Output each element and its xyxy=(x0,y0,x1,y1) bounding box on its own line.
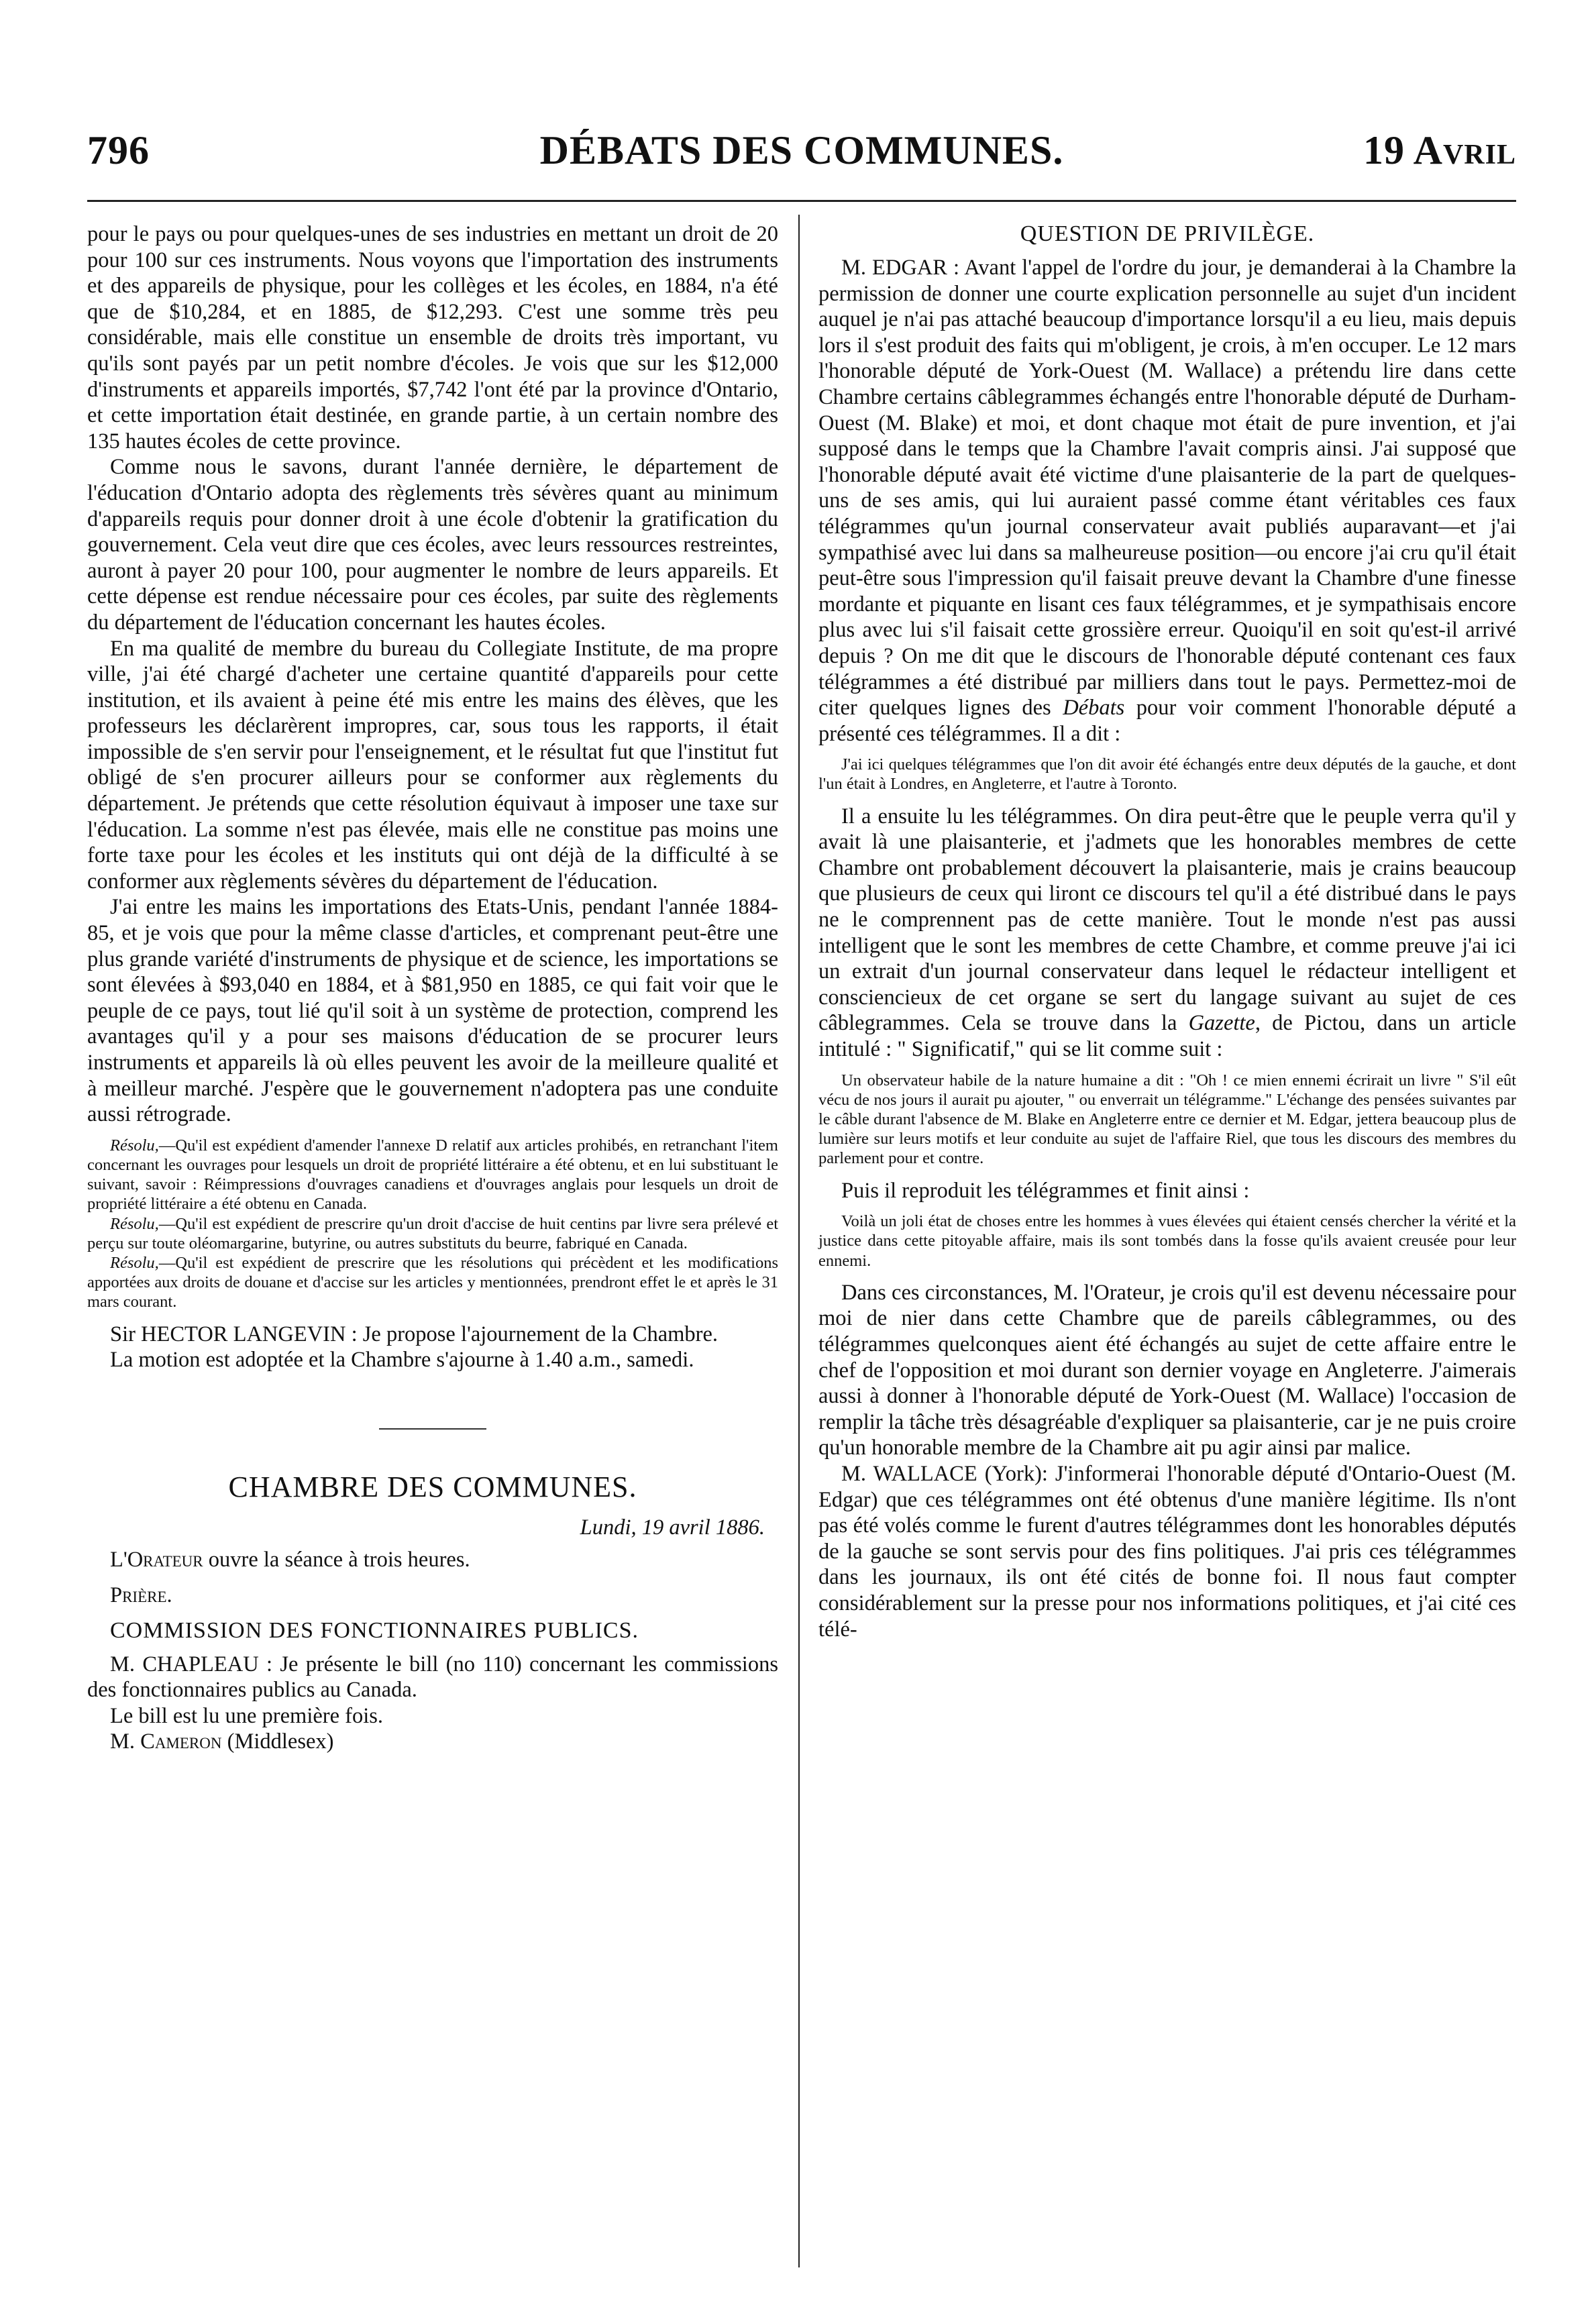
sitting-date: Lundi, 19 avril 1886. xyxy=(580,1515,765,1540)
speech-text: pour voir comment l'honorable député a présenté ces télégrammes. Il a dit : xyxy=(818,696,1516,746)
paragraph: En ma qualité de membre du bureau du Collegiate Institute, de ma propre ville, j'ai été chargé d'acheter une certaine quantité d'appareils pour cette institution, et ils avaient à peine été mis entre les mains des élèves, que les professeurs les déclarèrent impropres, car, sous tous les rapports, il était impossible de s'en servir pour l'enseignement, et le résultat fut que l'institut fut obligé de s'en procurer ailleurs pour se conformer aux règlements du département. Je prétends que cette résolution équivaut à imposer une taxe sur l'éducation. La somme n'est pas élevée, mais elle ne constitue pas moins une forte taxe pour les écoles et les instituts qui ont déjà de la difficulté à se conformer aux règlements sévères du département de l'éducation. xyxy=(87,636,778,894)
paragraph: J'ai entre les mains les importations des Etats-Unis, pendant l'année 1884-85, et je vois que pour la même classe d'articles, et comprenant peut-être une plus grande variété d'instruments de physique et de science, les importations se sont élevées à $93,040 en 1884, et à $81,950 en 1885, ce qui fait voir que le peuple de ce pays, tout lié qu'il soit à un système de protection, comprend les avantages qu'il y a pour ses maisons d'éducation de se procurer leurs instruments et appareils là où elles peuvent les avoir de la meilleure qualité et à meilleur marché. J'espère que le gouvernement n'adoptera pas une conduite aussi rétrograde. xyxy=(87,895,778,1127)
speech-text: Je propose l'ajournement de la Chambre. xyxy=(357,1322,719,1346)
quotation: Un observateur habile de la nature humaine a dit : "Oh ! ce mien ennemi écrirait un livre " S'il eût vécu de nos jours il aurait pu ajouter, " ou enverrait un télégramme." L'échange des pensées suivantes par le câble durant l'absence de M. Blake en Angleterre entre ce dernier et M. Edgar, jettera beaucoup plus de lumière sur leurs motifs et leur conduite au sujet de l'affaire Riel, que tous les discours des membres du parlement pour et contre. xyxy=(818,1071,1516,1168)
quotation: Voilà un joli état de choses entre les hommes à vues élevées qui étaient censés chercher la vérité et la justice dans cette pitoyable affaire, mais ils sont tombés dans la fosse qu'ils avaient creusée pour leur ennemi. xyxy=(818,1212,1516,1270)
speech-text: (Middlesex) xyxy=(221,1729,334,1754)
resolution-label: Résolu, xyxy=(110,1254,159,1272)
section-divider xyxy=(379,1428,486,1430)
speech-text: ouvre la séance à trois heures. xyxy=(203,1548,470,1572)
speech-cameron xyxy=(87,1729,778,1755)
resolution-text: —Qu'il est expédient de prescrire que les résolutions qui précèdent et les modifications apportées aux droits de douane et d'accise sur les articles y mentionnées, prendront effet le et après le 31 mars courant. xyxy=(87,1254,778,1311)
speech-italic: Débats xyxy=(1063,696,1125,720)
commission-heading: COMMISSION DES FONCTIONNAIRES PUBLICS. xyxy=(110,1617,639,1643)
paragraph: Puis il reproduit les télégrammes et finit ainsi : xyxy=(841,1178,1250,1203)
speaker-name: M. EDGAR : xyxy=(841,256,960,280)
resolution-text: —Qu'il est expédient de prescrire qu'un droit d'accise de huit centins par livre sera prélevé et perçu sur toute oléomargarine, butyrine, ou autres substituts du beurre, fabriqué en Canada. xyxy=(87,1214,778,1252)
column-divider xyxy=(798,215,800,2267)
speaker-name: M. WALLACE (York): xyxy=(841,1462,1048,1486)
resolution-label: Résolu, xyxy=(110,1136,159,1155)
resolution-label: Résolu, xyxy=(110,1214,159,1233)
chamber-heading: CHAMBRE DES COMMUNES. xyxy=(228,1470,637,1503)
privilege-heading: QUESTION DE PRIVILÈGE. xyxy=(1020,221,1315,246)
speech-wallace xyxy=(818,1461,1516,1642)
paragraph: La motion est adoptée et la Chambre s'ajourne à 1.40 a.m., samedi. xyxy=(110,1348,694,1373)
paragraph: pour le pays ou pour quelques-unes de ses industries en mettant un droit de 20 pour 100 sur ces instruments. Nous voyons que l'importation des instruments et des appareils de physique, pour les collèges et les écoles, en 1884, n'a été que de $10,284, et en 1885, de $12,293. C'est une somme très peu considérable, mais elle constitue un ensemble de droits très important, vu qu'ils sont payés par un petit nombre d'écoles. Je vois que sur les $12,000 d'instruments et appareils importés, $7,742 l'ont été par la province d'Ontario, et cette importation était destinée, en grande partie, à un certain nombre des 135 hautes écoles de cette province. xyxy=(87,222,778,453)
speaker-name: M. CHAPLEAU : xyxy=(110,1652,273,1676)
speaker-name: M. Cameron xyxy=(110,1729,222,1754)
speech-chapleau xyxy=(87,1652,778,1703)
quotation: J'ai ici quelques télégrammes que l'on dit avoir été échangés entre deux députés de la gauche, et dont l'un était à Londres, en Angleterre, et l'autre à Toronto. xyxy=(818,755,1516,794)
prayers: Prière. xyxy=(110,1583,172,1607)
paragraph: Comme nous le savons, durant l'année dernière, le département de l'éducation d'Ontario adopta des règlements très sévères quant au minimum d'appareils requis pour donner droit à une école d'obtenir la gratification du gouvernement. Cela veut dire que ces écoles, avec leurs ressources restreintes, auront à payer 20 pour 100, pour augmenter le nombre de leurs appareils. Et cette dépense est rendue nécessaire pour ces écoles, par suite des règlements du département de l'éducation concernant les hautes écoles. xyxy=(87,455,778,635)
left-column xyxy=(87,221,778,1755)
resolution-3 xyxy=(87,1253,778,1312)
right-column xyxy=(818,221,1516,1642)
resolution-1 xyxy=(87,1136,778,1214)
running-head xyxy=(87,127,1516,181)
speaker-name: Sir HECTOR LANGEVIN : xyxy=(110,1322,358,1346)
speech-text: J'informerai l'honorable député d'Ontario-Ouest (M. Edgar) que ces télégrammes ont été obtenus d'une manière légitime. Ils n'ont pas été volés comme le furent d'autres télégrammes dont les honorables députés de la gauche se sont servis pour des fins politiques. J'ai pris ces télégrammes dans les journaux, ils ont été cités de bonne foi. Il nous faut compter considérablement sur la presse pour nos informations politiques, et j'ai cité ces télé- xyxy=(818,1462,1516,1642)
page-title: DÉBATS DES COMMUNES. xyxy=(539,128,1064,172)
paragraph: Dans ces circonstances, M. l'Orateur, je crois qu'il est devenu nécessaire pour moi de nier dans cette Chambre que de pareils câblegrammes, ou des télégrammes quelconques aient été échangés au sujet de cette affaire entre le chef de l'opposition et moi durant son dernier voyage en Angleterre. J'aimerais aussi à donner à l'honorable député de York-Ouest (M. Wallace) l'occasion de remplir la tâche très désagréable d'expliquer sa plaisanterie, car je ne puis croire qu'un honorable membre de la Chambre ait pu agir ainsi par malice. xyxy=(818,1280,1516,1460)
header-rule xyxy=(87,200,1516,202)
speech-langevin xyxy=(87,1322,778,1348)
speech-text: , de Pictou, dans un article intitulé : " Significatif," qui se lit comme suit : xyxy=(818,1011,1516,1062)
resolution-2 xyxy=(87,1214,778,1253)
speech-text: Il a ensuite lu les télégrammes. On dira peut-être que le peuple verra qu'il y avait là une plaisanterie, et j'admets que les honorables membres de cette Chambre ont probablement découvert la plaisanterie, mais je crains beaucoup que plusieurs de ceux qui liront ce discours tel qu'il a été distribué dans le pays ne le comprennent pas de cette manière. Tout le monde n'est pas aussi intelligent que le sont les membres de cette Chambre, et comme preuve j'ai ici un extrait d'un journal conservateur dans lequel le rédacteur intelligent et consciencieux de cet organe se sert du langage suivant au sujet de ces câblegrammes. Cela se trouve dans la xyxy=(818,804,1516,1036)
speaker-opening xyxy=(87,1547,778,1573)
page-number: 796 xyxy=(87,128,150,172)
speech-italic: Gazette xyxy=(1188,1011,1255,1036)
speech-edgar xyxy=(818,255,1516,747)
speech-text: Je présente le bill (no 110) concernant les commissions des fonctionnaires publics au Canada. xyxy=(87,1652,778,1703)
resolution-text: —Qu'il est expédient d'amender l'annexe D relatif aux articles prohibés, en retranchant l'item concernant les ouvrages pour lesquels un droit de propriété littéraire a été obtenu, et en lui substituant le suivant, savoir : Réimpressions d'ouvrages canadiens et d'ouvrages anglais pour lesquels un droit de propriété littéraire a été obtenu en Canada. xyxy=(87,1136,778,1214)
speaker-name: L'Orateur xyxy=(110,1548,203,1572)
paragraph: Le bill est lu une première fois. xyxy=(110,1703,384,1728)
speech-text: Avant l'appel de l'ordre du jour, je demanderai à la Chambre la permission de donner une courte explication personnelle au sujet d'un incident auquel je n'ai pas attaché beaucoup d'importance lorsqu'il a eu lieu, mais depuis lors il s'est produit des faits qui m'obligent, je crois, à m'en occuper. Le 12 mars l'honorable député de York-Ouest (M. Wallace) a prétendu lire dans cette Chambre certains câblegrammes échangés entre l'honorable député de Durham-Ouest (M. Blake) et moi, et dont chaque mot était de pure invention, et j'ai supposé dans le temps que la Chambre l'avait compris ainsi. J'ai supposé que l'honorable député avait été victime d'une plaisanterie de la part de quelques-uns de ses amis, qui lui auraient passé comme étant véritables ces faux télégrammes qu'un journal conservateur avait publiés auparavant—et j'ai sympathisé avec lui dans sa malheureuse position—ou encore j'ai cru qu'il était peut-être sous l'impression qu'il faisait preuve devant la Chambre d'une finesse mordante et piquante en lisant ces faux télégrammes, et je sympathisais encore plus avec lui s'il faisait cette grossière erreur. Quoiqu'il en soit qu'est-il arrivé depuis ? On me dit que le discours de l'honorable député contenant ces faux télégrammes a été distribué par milliers dans tout le pays. Permettez-moi de citer quelques lignes des xyxy=(818,256,1516,720)
paragraph xyxy=(818,804,1516,1063)
page-date: 19 Avril xyxy=(1363,128,1516,172)
